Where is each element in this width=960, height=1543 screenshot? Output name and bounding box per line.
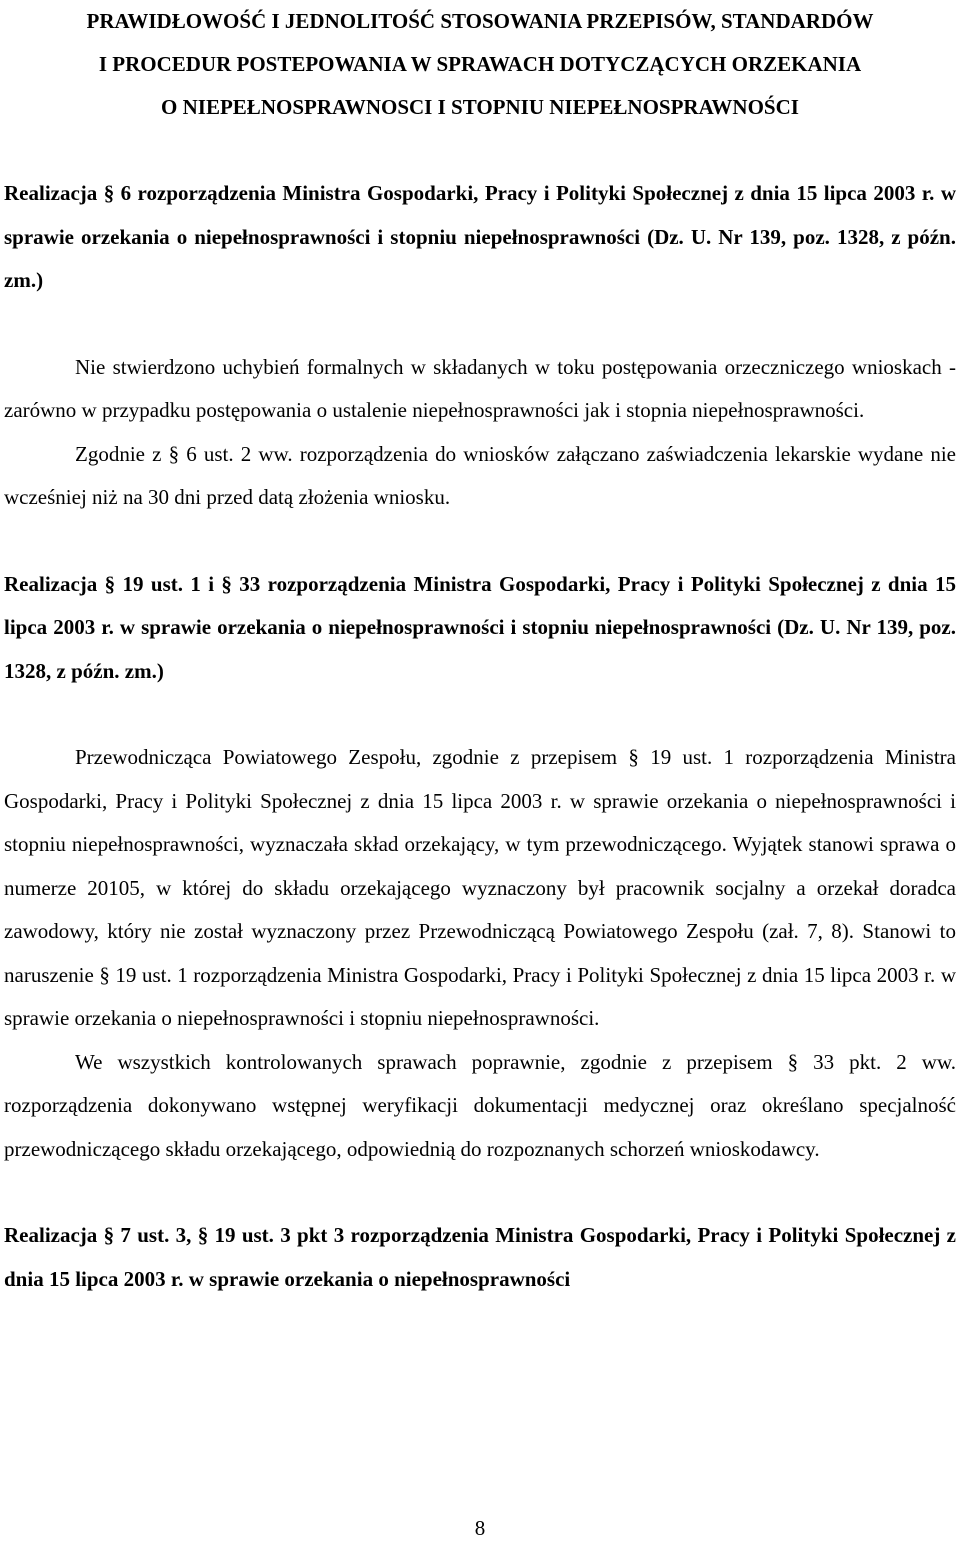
document-heading [4, 0, 956, 129]
realizacja-heading-3: Realizacja § 7 ust. 3, § 19 ust. 3 pkt 3 rozporządzenia Ministra Gospodarki, Pracy i Polityki Społecznej z dnia 15 lipca 2003 r. w sprawie orzekania o niepełnosprawności [4, 1223, 956, 1291]
paragraph-1-1: Nie stwierdzono uchybień formalnych w składanych w toku postępowania orzeczniczego wnioskach - zarówno w przypadku postępowania o ustalenie niepełnosprawności jak i stopnia niepełnosprawności. [4, 354, 956, 422]
heading-line-3: O NIEPEŁNOSPRAWNOSCI I STOPNIU NIEPEŁNOSPRAWNOŚCI [161, 95, 799, 119]
paragraph-2-2: We wszystkich kontrolowanych sprawach poprawnie, zgodnie z przepisem § 33 pkt. 2 ww. rozporządzenia dokonywano wstępnej weryfikacji dokumentacji medycznej oraz określano specjalność przewodniczącego składu orzekającego, odpowiednią do rozpoznanych schorzeń wnioskodawcy. [4, 1049, 956, 1161]
paragraph-2-1: Przewodnicząca Powiatowego Zespołu, zgodnie z przepisem § 19 ust. 1 rozporządzenia Ministra Gospodarki, Pracy i Polityki Społecznej z dnia 15 lipca 2003 r. w sprawie orzekania o niepełnosprawności i stopniu niepełnosprawności, wyznaczała skład orzekający, w tym przewodniczącego. Wyjątek stanowi sprawa o numerze 20105, w której do składu orzekającego wyznaczony był pracownik socjalny a orzekał doradca zawodowy, który nie został wyznaczony przez Przewodniczącą Powiatowego Zespołu (zał. 7, 8). Stanowi to naruszenie § 19 ust. 1 rozporządzenia Ministra Gospodarki, Pracy i Polityki Społecznej z dnia 15 lipca 2003 r. w sprawie orzekania o niepełnosprawności i stopniu niepełnosprawności. [4, 745, 956, 1030]
heading-line-2: I PROCEDUR POSTEPOWANIA W SPRAWACH DOTYCZĄCYCH ORZEKANIA [98, 52, 862, 76]
realizacja-heading-2: Realizacja § 19 ust. 1 i § 33 rozporządzenia Ministra Gospodarki, Pracy i Polityki Społecznej z dnia 15 lipca 2003 r. w sprawie orzekania o niepełnosprawności i stopniu niepełnosprawności (Dz. U. Nr 139, poz. 1328, z późn. zm.) [4, 571, 956, 683]
paragraph-1-2: Zgodnie z § 6 ust. 2 ww. rozporządzenia do wniosków załączano zaświadczenia lekarskie wydane nie wcześniej niż na 30 dni przed datą złożenia wniosku. [4, 441, 956, 509]
heading-line-1: PRAWIDŁOWOŚĆ I JEDNOLITOŚĆ STOSOWANIA PRZEPISÓW, STANDARDÓW [86, 9, 874, 33]
realizacja-heading-1: Realizacja § 6 rozporządzenia Ministra Gospodarki, Pracy i Polityki Społecznej z dnia 15 lipca 2003 r. w sprawie orzekania o niepełnosprawności i stopniu niepełnosprawności (Dz. U. Nr 139, poz. 1328, z późn. zm.) [4, 181, 956, 292]
page-number: 8 [474, 1516, 486, 1540]
